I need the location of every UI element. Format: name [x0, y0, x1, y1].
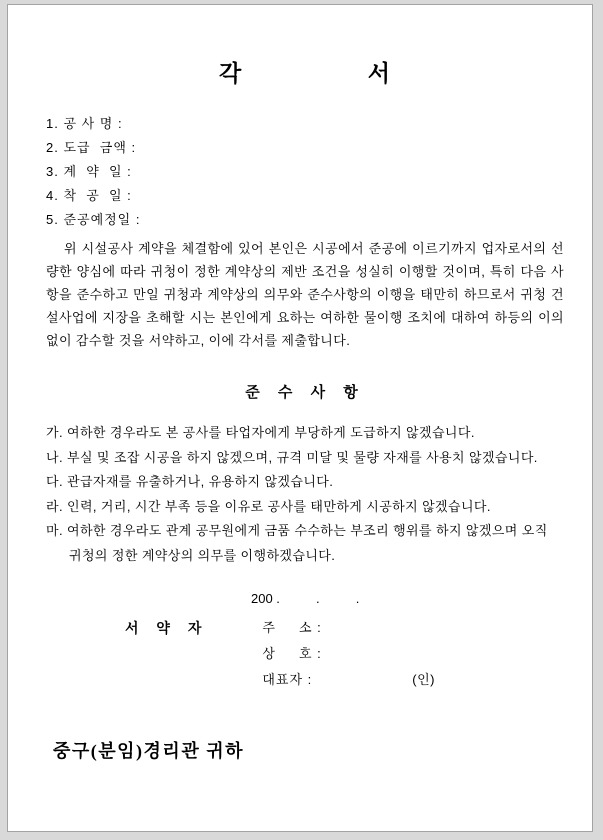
field-start-date: 4. 착 공 일 :	[46, 188, 132, 203]
signer-block	[46, 615, 564, 693]
document-page	[7, 4, 593, 832]
pledge-body-paragraph: 위 시설공사 계약을 체결함에 있어 본인은 시공에서 준공에 이르기까지 업자로서의 선량한 양심에 따라 귀청이 정한 계약상의 제반 조건을 성실히 이행할 것이며, 특히 다음 사항을 준수하고 만일 귀청과 계약상의 의무와 준수사항의 이행을 태만히 하므로서 귀청 건설사업에 지장을 초해할 시는 본인에게 요하는 여하한 물이행 조치에 대하여 하등의 이의없이 감수할 것을 서약하고, 이에 각서를 제출합니다.	[46, 241, 564, 348]
pledge-item-ma: 마. 여하한 경우라도 관계 공무원에게 금품 수수하는 부조리 행위를 하지 않겠으며 오직 귀청의 정한 계약상의 의무를 이행하겠습니다.	[46, 523, 548, 563]
signer-rows	[262, 615, 435, 693]
compliance-items-list	[46, 421, 564, 568]
signer-representative-row	[262, 667, 435, 693]
seal-mark: (인)	[412, 672, 435, 687]
field-construction-name: 1. 공 사 명 :	[46, 116, 123, 131]
signer-address-row: 주 소 :	[262, 620, 322, 635]
signer-label: 서 약 자	[125, 620, 209, 636]
recipient-line: 중구(분임)경리관 귀하	[53, 741, 244, 761]
contract-fields-list	[46, 112, 564, 232]
field-completion-date: 5. 준공예정일 :	[46, 212, 141, 227]
field-contract-amount: 2. 도급 금액 :	[46, 140, 137, 155]
pledge-item-ga: 가. 여하한 경우라도 본 공사를 타업자에게 부당하게 도급하지 않겠습니다.	[46, 425, 475, 440]
document-content	[8, 55, 592, 763]
field-contract-date: 3. 계 약 일 :	[46, 164, 132, 179]
document-title: 각 서	[218, 60, 392, 86]
pledge-item-ra: 라. 인력, 거리, 시간 부족 등을 이유로 공사를 태만하게 시공하지 않겠습니다.	[46, 498, 491, 514]
date-line: 200 . . .	[251, 591, 360, 606]
representative-label: 대표자 :	[262, 672, 313, 687]
pledge-item-na: 나. 부실 및 조잡 시공을 하지 않겠으며, 규격 미달 및 물량 자재를 사용치 않겠습니다.	[46, 449, 538, 465]
compliance-section-heading: 준 수 사 항	[245, 384, 365, 401]
signer-company-row: 상 호 :	[262, 646, 322, 661]
pledge-item-da: 다. 관급자재를 유출하거나, 유용하지 않겠습니다.	[46, 474, 334, 489]
